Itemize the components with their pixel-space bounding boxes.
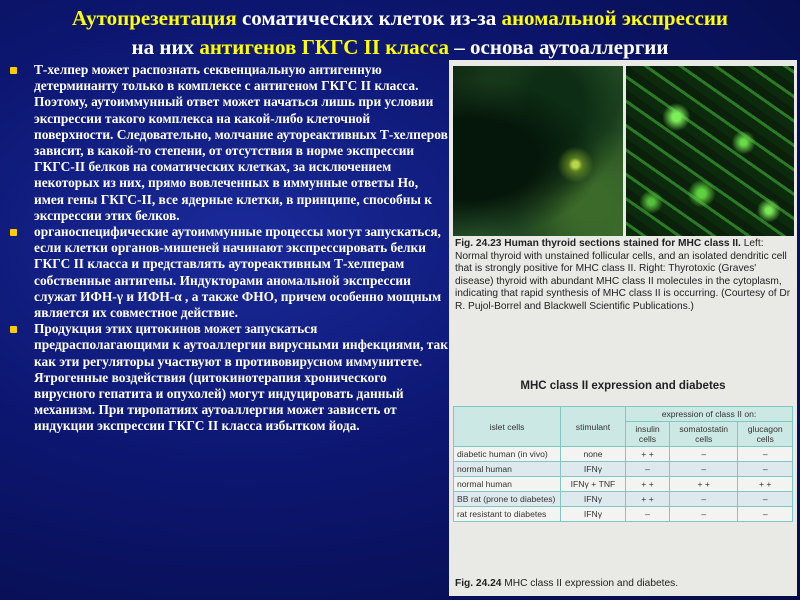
cell-insulin: – bbox=[626, 507, 670, 522]
bullet-item bbox=[8, 321, 448, 434]
caption-text: Left: Normal thyroid with unstained follicular cells, and an isolated dendritic cell that is strongly positive for MHC class II. Right: Thyrotoxic (Graves' disease) thyroid with abundant MHC class II molecules in the cytoplasm, indicating that rapid synthesis of MHC class II is occurring. (Courtesy of Dr R. Pujol-Borrel and Blackwell Scientific Publications.) bbox=[455, 238, 791, 312]
cell-stimulant: IFNγ bbox=[561, 507, 626, 522]
bullet-square-icon bbox=[10, 326, 17, 333]
caption-label: Fig. 24.24 bbox=[455, 578, 502, 589]
title-text-1: соматических клеток из-за bbox=[236, 6, 502, 30]
bullet-text: Т-хелпер может распознать секвенциальную антигенную детерминанту только в комплексе с антигеном ГКГС II класса. Поэтому, аутоиммунный ответ может начаться лишь при условии экспрессии такого комплекса на какой-либо клеточной поверхности. Следовательно, молчание аутореактивных Т-хелперов зависит, в какой-то степени, от отсутствия в норме экспрессии ГКГС-II белков на соматических клетках, за исключением некоторых из них, прямо вовлеченных в иммунные ответы Но, имея гены ГКГС-II, все ядерные клетки, в принципе, способны к экспрессии этих белков. bbox=[34, 62, 448, 223]
cell-somatostatin: – bbox=[670, 492, 738, 507]
bullet-list bbox=[8, 62, 448, 435]
cell-somatostatin: – bbox=[670, 507, 738, 522]
cell-somatostatin: + + bbox=[670, 477, 738, 492]
cell-stimulant: IFNγ + TNF bbox=[561, 477, 626, 492]
bullet-square-icon bbox=[10, 67, 17, 74]
title-highlight-3: экспрессии bbox=[616, 6, 729, 30]
cell-somatostatin: – bbox=[670, 447, 738, 462]
cell-stimulant: none bbox=[561, 447, 626, 462]
cell-stimulant: IFNγ bbox=[561, 492, 626, 507]
cell-glucagon: – bbox=[738, 447, 793, 462]
table-row bbox=[454, 507, 793, 522]
cell-stimulant: IFNγ bbox=[561, 462, 626, 477]
cell-insulin: – bbox=[626, 462, 670, 477]
header-glucagon: glucagon cells bbox=[738, 422, 793, 447]
cell-islet: normal human bbox=[454, 462, 561, 477]
title-line-2 bbox=[0, 33, 800, 62]
micrograph-normal-thyroid bbox=[453, 66, 623, 236]
table-title: MHC class II expression and diabetes bbox=[520, 380, 726, 392]
header-somatostatin: somatostatin cells bbox=[670, 422, 738, 447]
cell-insulin: + + bbox=[626, 447, 670, 462]
header-islet-cells: islet cells bbox=[454, 407, 561, 447]
bullet-item bbox=[8, 62, 448, 224]
cell-islet: diabetic human (in vivo) bbox=[454, 447, 561, 462]
title-line-1 bbox=[0, 4, 800, 33]
cell-glucagon: – bbox=[738, 492, 793, 507]
mhc-table bbox=[453, 406, 793, 522]
caption-text: MHC class II expression and diabetes. bbox=[501, 578, 679, 589]
micrograph-graves-thyroid bbox=[626, 66, 794, 236]
cell-glucagon: + + bbox=[738, 477, 793, 492]
title-text-3: – основа аутоаллергии bbox=[449, 35, 669, 59]
figure-caption-24-23 bbox=[455, 238, 791, 314]
table-row bbox=[454, 462, 793, 477]
cell-glucagon: – bbox=[738, 507, 793, 522]
cell-islet: rat resistant to diabetes bbox=[454, 507, 561, 522]
cell-glucagon: – bbox=[738, 462, 793, 477]
header-insulin: insulin cells bbox=[626, 422, 670, 447]
cell-islet: normal human bbox=[454, 477, 561, 492]
bullet-text: органоспецифические аутоиммунные процессы могут запускаться, если клетки органов-мишеней начинают экспрессировать белки ГКГС II класса и представлять аутореактивным Т-хелперам собственные антигены. Индукторами аномальной экспрессии служат ИФН-γ и ИФН-α , а также ФНО, причем особенно мощным является их совместное действие. bbox=[34, 224, 442, 321]
table-row bbox=[454, 477, 793, 492]
bullet-item bbox=[8, 224, 448, 321]
caption-label: Fig. 24.23 Human thyroid sections stained for MHC class II. bbox=[455, 238, 741, 249]
table-row bbox=[454, 492, 793, 507]
bullet-square-icon bbox=[10, 229, 17, 236]
cell-insulin: + + bbox=[626, 477, 670, 492]
figure-caption-24-24 bbox=[455, 578, 791, 589]
slide-title bbox=[0, 4, 800, 62]
cell-somatostatin: – bbox=[670, 462, 738, 477]
cell-islet: BB rat (prone to diabetes) bbox=[454, 492, 561, 507]
title-highlight-4: антигенов ГКГС II класса bbox=[199, 35, 450, 59]
title-text-2: на них bbox=[131, 35, 200, 59]
title-highlight-2: аномальной bbox=[501, 6, 617, 30]
cell-insulin: + + bbox=[626, 492, 670, 507]
header-expression: expression of class II on: bbox=[626, 407, 793, 422]
textbook-figure bbox=[449, 60, 797, 596]
bullet-text: Продукция этих цитокинов может запускаться предрасполагающими к аутоаллергии вирусными инфекциями, так как эти регуляторы участвуют в противовирусном иммунитете. Ятрогенные воздействия (цитокинотерапия хронического вирусного гепатита и опухолей) могут индуцировать данный механизм. При тиропатиях аутоаллергия может зависеть от индукции экспрессии ГКГС II класса избытком йода. bbox=[34, 321, 448, 434]
table-row bbox=[454, 447, 793, 462]
title-highlight-1: Аутопрезентация bbox=[71, 6, 237, 30]
header-stimulant: stimulant bbox=[561, 407, 626, 447]
